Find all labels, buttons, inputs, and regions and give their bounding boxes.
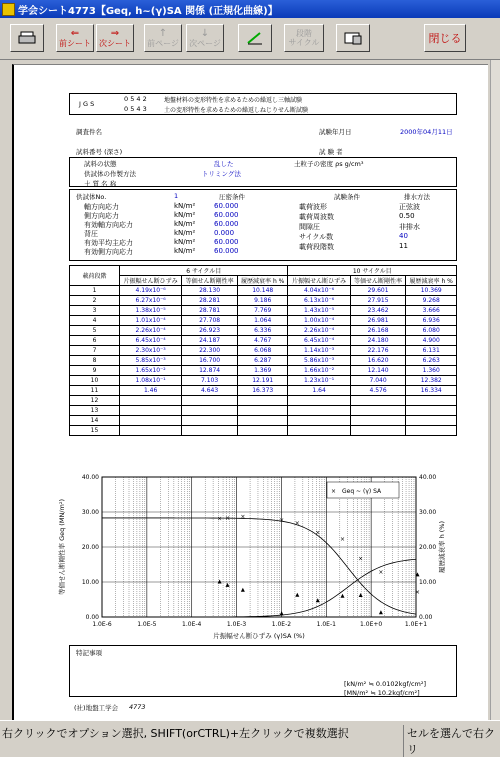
- condition-unit: kN/m²: [174, 247, 196, 255]
- table-cell: 6.45x10⁻⁴: [120, 336, 182, 346]
- table-cell: 3: [70, 306, 120, 316]
- table-cell: 1.64: [288, 386, 350, 396]
- table-subheader-row: [70, 276, 457, 286]
- table-row: [70, 386, 457, 396]
- geq-h-chart: [54, 467, 484, 642]
- table-cell: [288, 416, 350, 426]
- table-cell: [120, 396, 182, 406]
- table-cell: 1.65x10⁻²: [120, 366, 182, 376]
- stage-cycle-button[interactable]: [284, 24, 324, 52]
- table-cell: [350, 396, 406, 406]
- table-cell: 28.281: [182, 296, 238, 306]
- unit-note-2: [MN/m² ≒ 10.2kgf/cm²]: [344, 689, 420, 697]
- footer-society: (社)地盤工学会: [74, 704, 119, 712]
- condition-row: [84, 220, 284, 229]
- table-cell: 12.874: [182, 366, 238, 376]
- x-tick-label: 1.0E-3: [226, 621, 247, 628]
- y-tick-label-right: 40.00: [419, 474, 437, 481]
- status-bar: [0, 720, 500, 756]
- right-condition-label: サイクル数: [299, 233, 334, 241]
- condition-value: 60.000: [214, 211, 239, 219]
- table-cell: 1.00x10⁻⁴: [288, 316, 350, 326]
- table-cell: 4.767: [237, 336, 288, 346]
- table-cell: 6.287: [237, 356, 288, 366]
- table-cell: 1.360: [406, 366, 457, 376]
- right-condition-value: 11: [399, 242, 408, 250]
- table-row: [70, 336, 457, 346]
- table-cell: 2.30x10⁻³: [120, 346, 182, 356]
- right-condition-label: 載荷波形: [299, 203, 327, 211]
- drain-value: 非排水: [399, 223, 420, 231]
- right-condition-value: 40: [399, 232, 408, 240]
- table-cell: 4.04x10⁻⁶: [288, 286, 350, 296]
- table-cell: 29.601: [350, 286, 406, 296]
- table-cell: 9.186: [237, 296, 288, 306]
- consolidation-label: 圧密条件: [219, 193, 245, 201]
- right-condition-row: [299, 222, 449, 232]
- table-cell: 27.708: [182, 316, 238, 326]
- right-condition-value: 0.50: [399, 212, 415, 220]
- results-table: [69, 265, 457, 436]
- table-cell: 1: [70, 286, 120, 296]
- status-hint: 右クリックでオプション選択, SHIFT(orCTRL)+左クリックで複数選択: [2, 727, 349, 740]
- table-cell: 8: [70, 356, 120, 366]
- table-row: [70, 326, 457, 336]
- table-cell: [237, 426, 288, 436]
- table-cell: 6.131: [406, 346, 457, 356]
- table-cell: [182, 416, 238, 426]
- col-modulus-10: 等価せん断剛性率: [350, 276, 406, 286]
- table-cell: 1.46: [120, 386, 182, 396]
- table-cell: 1.01x10⁻⁴: [120, 316, 182, 326]
- table-cell: [406, 416, 457, 426]
- conditions-list: [84, 202, 284, 256]
- table-header-row: [70, 266, 457, 276]
- table-cell: 6.263: [406, 356, 457, 366]
- y-tick-label-left: 40.00: [81, 474, 99, 481]
- geq-point: ×: [217, 515, 223, 523]
- table-cell: [182, 426, 238, 436]
- pen-icon: [246, 31, 264, 45]
- table-cell: [350, 416, 406, 426]
- table-cell: 12.140: [350, 366, 406, 376]
- condition-unit: kN/m²: [174, 238, 196, 246]
- table-cell: 6.068: [237, 346, 288, 356]
- condition-value: 60.000: [214, 220, 239, 228]
- legend-entry: Geq ~ (γ) SA: [342, 488, 382, 495]
- table-cell: 4.643: [182, 386, 238, 396]
- y-tick-label-right: 30.00: [419, 509, 437, 516]
- table-row: [70, 306, 457, 316]
- specimen-no-label: 供試体No.: [76, 193, 107, 201]
- tester-label: 試 験 者: [319, 148, 343, 156]
- window-title: 学会シート4773【Geq, h~(γ)SA 関係 (正規化曲線)】: [18, 5, 278, 17]
- table-cell: 23.462: [350, 306, 406, 316]
- y-tick-label-right: 20.00: [419, 544, 437, 551]
- table-cell: 10.148: [237, 286, 288, 296]
- table-cell: [406, 406, 457, 416]
- prep-label: 供試体の作製方法: [84, 170, 136, 178]
- table-cell: [406, 426, 457, 436]
- table-cell: 6.336: [237, 326, 288, 336]
- col-stage: 載荷段階: [70, 266, 120, 286]
- y-tick-label-left: 0.00: [85, 614, 99, 621]
- next-sheet-label: 次シート: [99, 38, 131, 48]
- x-tick-label: 1.0E+1: [404, 621, 428, 628]
- table-cell: 12: [70, 396, 120, 406]
- specimen-label: 試料番号 (深さ): [76, 148, 123, 156]
- table-cell: 1.14x10⁻³: [288, 346, 350, 356]
- table-cell: 5: [70, 326, 120, 336]
- geq-point: ×: [358, 555, 364, 563]
- cycle10-header: 10 サイクル目: [288, 266, 457, 276]
- condition-value: 60.000: [214, 202, 239, 210]
- table-cell: 1.064: [237, 316, 288, 326]
- prev-page-button[interactable]: [144, 24, 182, 52]
- geq-point: ×: [279, 517, 285, 525]
- state-label: 試料の状態: [84, 160, 117, 168]
- right-condition-row: [299, 232, 449, 242]
- col-damping-6: 履歴減衰率 h %: [237, 276, 288, 286]
- table-cell: 26.981: [350, 316, 406, 326]
- footer-code: 4773: [129, 703, 146, 711]
- table-cell: 4.900: [406, 336, 457, 346]
- table-cell: [350, 406, 406, 416]
- vertical-scrollbar[interactable]: [490, 60, 500, 720]
- x-tick-label: 1.0E+0: [360, 621, 383, 628]
- title-bottom: 土の変形特性を求めるための繰返しねじりせん断試験: [164, 107, 309, 114]
- table-cell: 13: [70, 406, 120, 416]
- table-cell: 22.300: [182, 346, 238, 356]
- settings-icon: [344, 31, 362, 45]
- table-cell: 24.187: [182, 336, 238, 346]
- draw-button[interactable]: [238, 24, 272, 52]
- table-cell: [120, 406, 182, 416]
- table-cell: 6.936: [406, 316, 457, 326]
- condition-value: 60.000: [214, 247, 239, 255]
- table-cell: 26.923: [182, 326, 238, 336]
- test-date: 2000年04月11日: [400, 128, 453, 136]
- condition-unit: kN/m²: [174, 211, 196, 219]
- table-cell: 14: [70, 416, 120, 426]
- x-tick-label: 1.0E-4: [182, 621, 202, 628]
- table-row: [70, 316, 457, 326]
- table-cell: [288, 426, 350, 436]
- table-cell: 7.769: [237, 306, 288, 316]
- table-cell: 9.268: [406, 296, 457, 306]
- right-conditions-list: [299, 202, 449, 252]
- table-row: [70, 406, 457, 416]
- table-cell: 4.576: [350, 386, 406, 396]
- table-row: [70, 416, 457, 426]
- condition-row: [84, 229, 284, 238]
- x-tick-label: 1.0E-2: [271, 621, 292, 628]
- x-tick-label: 1.0E-1: [316, 621, 336, 628]
- y-tick-label-left: 20.00: [81, 544, 99, 551]
- test-cond-label: 試験条件: [334, 193, 360, 201]
- table-cell: 10.369: [406, 286, 457, 296]
- state-value: 乱した: [214, 160, 234, 168]
- y-tick-label-left: 10.00: [81, 579, 99, 586]
- right-condition-row: [299, 242, 449, 252]
- y-tick-label-right: 10.00: [419, 579, 437, 586]
- geq-point: ×: [224, 515, 230, 523]
- table-row: [70, 366, 457, 376]
- condition-label: 軸方向応力: [84, 203, 119, 211]
- table-cell: 16.334: [406, 386, 457, 396]
- condition-label: 有効軸方向応力: [84, 221, 133, 229]
- col-strain-10: 片振幅せん断ひずみ: [288, 276, 350, 286]
- condition-row: [84, 238, 284, 247]
- x-tick-label: 1.0E-5: [137, 621, 157, 628]
- geq-point: ×: [240, 513, 246, 521]
- table-cell: 7: [70, 346, 120, 356]
- table-cell: 24.180: [350, 336, 406, 346]
- table-cell: 6.45x10⁻⁴: [288, 336, 350, 346]
- survey-label: 調査件名: [76, 128, 102, 136]
- jgs-code-bottom: 0 5 4 3: [124, 105, 147, 113]
- toolbar: [0, 18, 500, 60]
- table-row: [70, 426, 457, 436]
- next-sheet-button[interactable]: [96, 24, 134, 52]
- condition-row: [84, 247, 284, 256]
- soil-label: 土 質 名 称: [84, 180, 117, 188]
- table-cell: 1.369: [237, 366, 288, 376]
- table-cell: 6: [70, 336, 120, 346]
- drain-label: 排水方法: [404, 193, 430, 201]
- table-cell: 3.666: [406, 306, 457, 316]
- table-cell: [120, 416, 182, 426]
- table-cell: 6.13x10⁻⁶: [288, 296, 350, 306]
- table-cell: 1.08x10⁻¹: [120, 376, 182, 386]
- arrow-left-icon: ⇐: [70, 27, 80, 39]
- next-page-label: 次ページ: [189, 38, 221, 48]
- table-cell: 11: [70, 386, 120, 396]
- jgs-code-top: 0 5 4 2: [124, 95, 147, 103]
- arrow-up-icon: ↑: [158, 27, 168, 39]
- table-cell: 1.38x10⁻⁵: [120, 306, 182, 316]
- condition-value: 0.000: [214, 229, 235, 237]
- table-cell: [288, 406, 350, 416]
- table-cell: [350, 426, 406, 436]
- table-cell: 27.915: [350, 296, 406, 306]
- right-condition-row: [299, 212, 449, 222]
- prev-sheet-button[interactable]: [56, 24, 94, 52]
- print-icon: [18, 31, 36, 45]
- y-axis-label-left: 等価せん断剛性率 Geq (MN/m²): [58, 499, 66, 595]
- table-cell: 28.130: [182, 286, 238, 296]
- prev-sheet-label: 前シート: [59, 38, 91, 48]
- settings-button[interactable]: [336, 24, 370, 52]
- prev-page-label: 前ページ: [147, 38, 179, 48]
- table-cell: [237, 416, 288, 426]
- table-cell: 10: [70, 376, 120, 386]
- close-button[interactable]: 閉じる: [424, 24, 466, 52]
- table-cell: 16.700: [182, 356, 238, 366]
- jgs-label: J G S: [79, 100, 95, 108]
- table-row: [70, 346, 457, 356]
- app-icon: [2, 3, 15, 16]
- table-cell: 16.620: [350, 356, 406, 366]
- table-cell: 12.382: [406, 376, 457, 386]
- condition-unit: kN/m²: [174, 220, 196, 228]
- table-cell: 15: [70, 426, 120, 436]
- table-cell: 28.781: [182, 306, 238, 316]
- arrow-right-icon: ⇒: [110, 27, 120, 39]
- table-row: [70, 376, 457, 386]
- legend-marker: ×: [331, 488, 337, 495]
- table-cell: 1.66x10⁻²: [288, 366, 350, 376]
- table-cell: 7.040: [350, 376, 406, 386]
- table-cell: [182, 396, 238, 406]
- condition-label: 背圧: [84, 230, 98, 238]
- right-condition-label: 載荷周波数: [299, 213, 334, 221]
- cycle-label: サイクル: [288, 38, 320, 47]
- table-row: [70, 286, 457, 296]
- table-row: [70, 296, 457, 306]
- condition-label: 側方向応力: [84, 212, 119, 220]
- table-cell: [237, 396, 288, 406]
- col-strain-6: 片振幅せん断ひずみ: [120, 276, 182, 286]
- table-cell: 26.168: [350, 326, 406, 336]
- table-cell: 5.85x10⁻³: [120, 356, 182, 366]
- condition-unit: kN/m²: [174, 229, 196, 237]
- prep-value: トリミング法: [202, 170, 241, 178]
- geq-point: ×: [315, 529, 321, 537]
- right-condition-label: 間隙圧: [299, 223, 320, 231]
- specimen-no: 1: [174, 192, 179, 200]
- density-label: 土粒子の密度 ρs g/cm³: [294, 160, 364, 168]
- table-cell: 1.23x10⁻¹: [288, 376, 350, 386]
- sheet-paper: [12, 64, 488, 724]
- title-top: 地盤材料の変形特性を求めるための繰返し三軸試験: [164, 97, 303, 104]
- notes-label: 特記事項: [76, 649, 102, 657]
- geq-point: ×: [378, 568, 384, 576]
- condition-value: 60.000: [214, 238, 239, 246]
- table-cell: 7.103: [182, 376, 238, 386]
- results-body: [70, 286, 457, 436]
- print-button[interactable]: [10, 24, 44, 52]
- table-cell: [237, 406, 288, 416]
- x-tick-label: 1.0E-6: [92, 621, 112, 628]
- table-row: [70, 396, 457, 406]
- table-cell: [406, 396, 457, 406]
- table-row: [70, 356, 457, 366]
- status-hint-2: セルを選んで右クリ: [403, 725, 500, 757]
- unit-note-1: [kN/m² ≒ 0.0102kgf/cm²]: [344, 680, 427, 688]
- table-cell: 5.86x10⁻³: [288, 356, 350, 366]
- arrow-down-icon: ↓: [200, 27, 210, 39]
- table-cell: 12.191: [237, 376, 288, 386]
- next-page-button[interactable]: [186, 24, 224, 52]
- geq-point: ×: [294, 519, 300, 527]
- table-cell: 16.373: [237, 386, 288, 396]
- table-cell: [182, 406, 238, 416]
- col-damping-10: 履歴減衰率 h %: [406, 276, 457, 286]
- cycle6-header: 6 サイクル目: [120, 266, 288, 276]
- condition-row: [84, 202, 284, 211]
- window-titlebar: [0, 0, 500, 18]
- table-cell: 4.19x10⁻⁶: [120, 286, 182, 296]
- stage-label: 段階: [296, 29, 312, 38]
- table-cell: [288, 396, 350, 406]
- table-cell: [120, 426, 182, 436]
- right-condition-row: [299, 202, 449, 212]
- table-cell: 2.26x10⁻⁴: [120, 326, 182, 336]
- x-axis-label: 片振幅せん断ひずみ (γ)SA (%): [213, 632, 305, 640]
- test-date-label: 試験年月日: [319, 128, 352, 136]
- condition-row: [84, 211, 284, 220]
- table-cell: 2.26x10⁻⁴: [288, 326, 350, 336]
- right-condition-label: 載荷段階数: [299, 243, 334, 251]
- y-tick-label-right: 0.00: [419, 614, 433, 621]
- col-modulus-6: 等価せん断剛性率: [182, 276, 238, 286]
- table-cell: 6.27x10⁻⁶: [120, 296, 182, 306]
- table-cell: 4: [70, 316, 120, 326]
- table-cell: 1.43x10⁻⁵: [288, 306, 350, 316]
- sheet-canvas: [0, 60, 500, 720]
- table-cell: 22.176: [350, 346, 406, 356]
- geq-point: ×: [414, 589, 421, 597]
- table-cell: 9: [70, 366, 120, 376]
- table-cell: 6.080: [406, 326, 457, 336]
- condition-label: 有効側方向応力: [84, 248, 133, 256]
- condition-label: 有効平均主応力: [84, 239, 133, 247]
- right-condition-value: 正弦波: [399, 203, 420, 211]
- y-tick-label-left: 30.00: [81, 509, 99, 516]
- y-axis-label-right: 履歴減衰率 h (%): [438, 521, 446, 573]
- condition-unit: kN/m²: [174, 202, 196, 210]
- geq-point: ×: [339, 535, 346, 543]
- table-cell: 2: [70, 296, 120, 306]
